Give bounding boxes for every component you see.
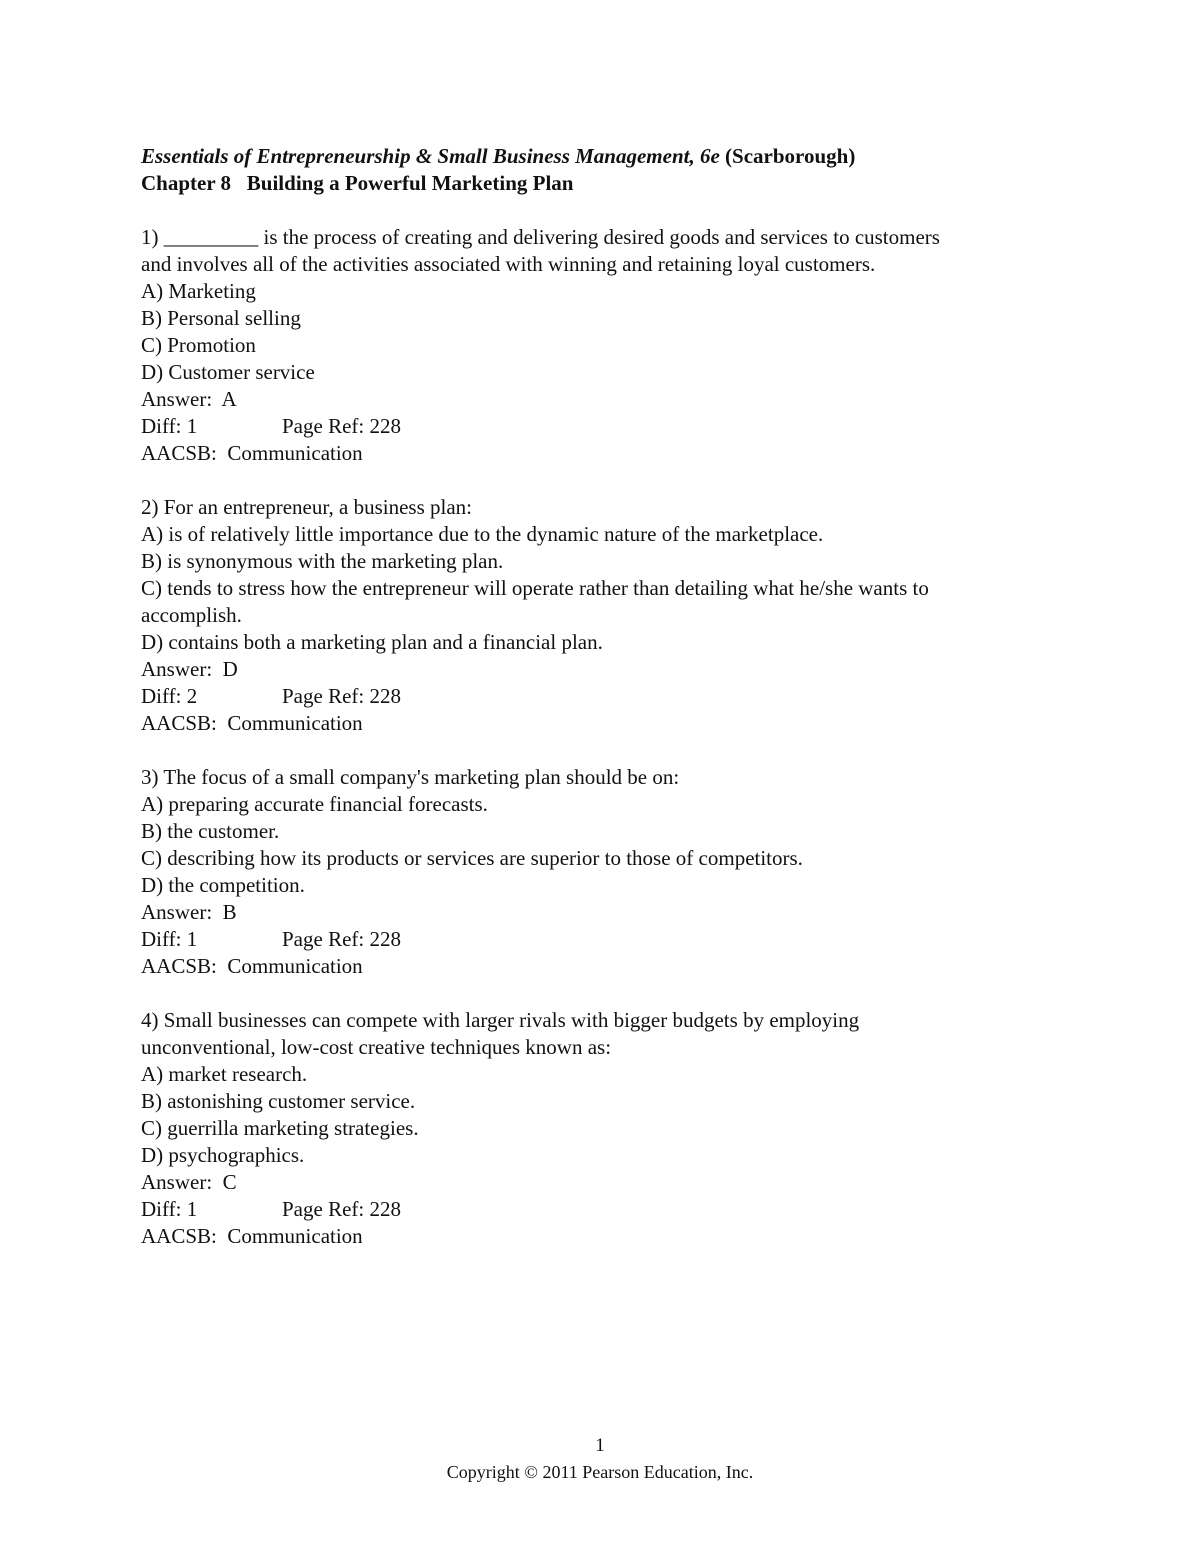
difficulty: Diff: 1 xyxy=(141,927,198,951)
answer-option: A) market research. xyxy=(141,1062,308,1086)
answer-option: B) astonishing customer service. xyxy=(141,1089,416,1113)
answer-option: A) Marketing xyxy=(141,279,256,303)
author: (Scarborough) xyxy=(725,144,856,168)
answer-key: Answer: C xyxy=(141,1170,237,1194)
answer-option: C) describing how its products or services are superior to those of competitors. xyxy=(141,846,803,870)
difficulty: Diff: 1 xyxy=(141,414,198,438)
answer-option: accomplish. xyxy=(141,603,242,627)
page-reference: Page Ref: 228 xyxy=(282,414,401,438)
page-reference: Page Ref: 228 xyxy=(282,927,401,951)
answer-option: D) the competition. xyxy=(141,873,305,897)
question-2 xyxy=(141,494,1041,737)
answer-option: C) guerrilla marketing strategies. xyxy=(141,1116,419,1140)
question-stem-line: 2) For an entrepreneur, a business plan: xyxy=(141,495,472,519)
question-4 xyxy=(141,1007,1041,1250)
page-reference: Page Ref: 228 xyxy=(282,684,401,708)
question-1 xyxy=(141,224,1041,467)
answer-option: A) preparing accurate financial forecasts. xyxy=(141,792,488,816)
aacsb-tag: AACSB: Communication xyxy=(141,441,363,465)
answer-option: C) tends to stress how the entrepreneur will operate rather than detailing what he/she wants to xyxy=(141,576,929,600)
chapter-title: Chapter 8 Building a Powerful Marketing Plan xyxy=(141,171,574,195)
book-title-line xyxy=(141,143,1041,170)
answer-option: D) Customer service xyxy=(141,360,315,384)
difficulty: Diff: 1 xyxy=(141,1197,198,1221)
difficulty: Diff: 2 xyxy=(141,684,198,708)
answer-key: Answer: D xyxy=(141,657,238,681)
answer-option: D) contains both a marketing plan and a financial plan. xyxy=(141,630,603,654)
question-stem-line: 3) The focus of a small company's marketing plan should be on: xyxy=(141,765,680,789)
question-stem-line: 4) Small businesses can compete with larger rivals with bigger budgets by employing xyxy=(141,1008,860,1032)
question-stem-line: 1) _________ is the process of creating and delivering desired goods and services to customers xyxy=(141,225,940,249)
aacsb-tag: AACSB: Communication xyxy=(141,1224,363,1248)
book-title: Essentials of Entrepreneurship & Small Business Management, 6e xyxy=(141,144,720,168)
difficulty-row xyxy=(141,683,1041,710)
page-content xyxy=(141,143,1041,1250)
answer-option: D) psychographics. xyxy=(141,1143,305,1167)
answer-option: C) Promotion xyxy=(141,333,256,357)
copyright-notice: Copyright © 2011 Pearson Education, Inc. xyxy=(446,1462,754,1482)
aacsb-tag: AACSB: Communication xyxy=(141,711,363,735)
question-stem-line: and involves all of the activities associated with winning and retaining loyal customers. xyxy=(141,252,876,276)
answer-option: B) Personal selling xyxy=(141,306,301,330)
answer-key: Answer: A xyxy=(141,387,237,411)
page-number: 1 xyxy=(595,1435,605,1456)
difficulty-row xyxy=(141,1196,1041,1223)
page-reference: Page Ref: 228 xyxy=(282,1197,401,1221)
difficulty-row xyxy=(141,413,1041,440)
difficulty-row xyxy=(141,926,1041,953)
answer-option: B) is synonymous with the marketing plan. xyxy=(141,549,504,573)
aacsb-tag: AACSB: Communication xyxy=(141,954,363,978)
question-stem-line: unconventional, low-cost creative techniques known as: xyxy=(141,1035,612,1059)
answer-key: Answer: B xyxy=(141,900,237,924)
question-3 xyxy=(141,764,1041,980)
answer-option: B) the customer. xyxy=(141,819,280,843)
answer-option: A) is of relatively little importance due to the dynamic nature of the marketplace. xyxy=(141,522,824,546)
